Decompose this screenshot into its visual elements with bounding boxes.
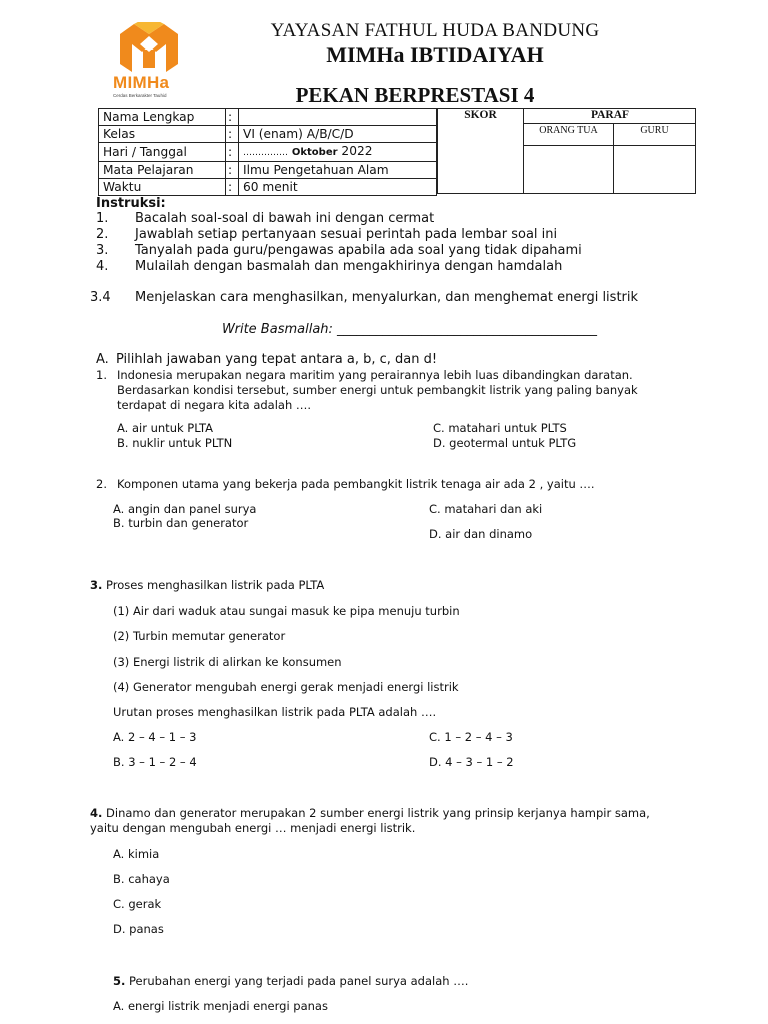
option-a[interactable]: A. angin dan panel surya [113,502,257,516]
question-number: 1. [96,368,107,382]
score-label: SKOR [464,109,497,121]
teacher-signature-label: GURU [640,125,669,136]
option-b[interactable]: B. cahaya [113,872,170,886]
section-instruction: Pilihlah jawaban yang tepat antara a, b, c, dan d! [116,352,438,367]
option-d[interactable]: D. 4 – 3 – 1 – 2 [429,755,514,769]
option-d[interactable]: D. air dan dinamo [429,527,533,541]
signature-divider [524,123,696,124]
info-colon: : [226,143,239,162]
question-row [90,578,324,593]
info-colon: : [226,162,239,179]
info-label: Nama Lengkap [99,109,226,126]
option-c[interactable]: C. matahari untuk PLTS [433,421,567,435]
question-number: 4. [90,806,103,820]
basmalah-row [222,322,597,338]
instruction-number: 4. [96,259,109,274]
basmalah-answer-line[interactable]: ________________________________________ [337,322,598,337]
exam-title: PEKAN BERPRESTASI 4 [295,83,535,107]
info-row-time [99,179,437,196]
question-text: Proses menghasilkan listrik pada PLTA [102,578,325,592]
option-a[interactable]: A. kimia [113,847,160,861]
question-number: 3. [90,578,103,592]
info-value-time: 60 menit [239,179,437,196]
foundation-title: YAYASAN FATHUL HUDA BANDUNG [270,20,600,41]
option-b[interactable]: B. 3 – 1 – 2 – 4 [113,755,197,769]
info-colon: : [226,126,239,143]
info-value-class: VI (enam) A/B/C/D [239,126,437,143]
option-a[interactable]: A. energi listrik menjadi energi panas [113,999,328,1013]
date-blank: …………… [243,148,288,158]
signature-label: PARAF [590,109,630,121]
info-colon: : [226,179,239,196]
instruction-text: Bacalah soal-soal di bawah ini dengan cermat [135,211,435,226]
question-line: yaitu dengan mengubah energi … menjadi energi listrik. [90,821,416,835]
section-letter: A. [96,352,109,367]
instruction-text: Jawablah setiap pertanyaan sesuai perintah pada lembar soal ini [135,227,558,242]
option-a[interactable]: A. 2 – 4 – 1 – 3 [113,730,197,744]
option-c[interactable]: C. matahari dan aki [429,502,543,516]
option-c[interactable]: C. 1 – 2 – 4 – 3 [429,730,513,744]
basmalah-label: Write Basmallah: [222,322,338,337]
info-row-subject [99,162,437,179]
instruction-text: Mulailah dengan basmalah dan mengakhirinya dengan hamdalah [135,259,563,274]
info-value-subject: Ilmu Pengetahuan Alam [239,162,437,179]
info-row-date [99,143,437,162]
question-number: 2. [96,477,107,491]
logo-tagline: Cerdas Berkarakter Tauhid [113,93,167,98]
question-number: 5. [113,974,126,988]
process-step: (3) Energi listrik di alirkan ke konsumen [113,655,342,669]
instructions-title: Instruksi: [96,196,166,211]
question-row [113,974,468,989]
option-a[interactable]: A. air untuk PLTA [117,421,214,435]
date-month: Oktober [291,147,338,158]
option-d[interactable]: D. geotermal untuk PLTG [433,436,577,450]
question-text: Komponen utama yang bekerja pada pembangkit listrik tenaga air ada 2 , yaitu …. [117,477,595,491]
competency-text: Menjelaskan cara menghasilkan, menyalurkan, dan menghemat energi listrik [135,290,639,305]
option-c[interactable]: C. gerak [113,897,162,911]
question-text: Perubahan energi yang terjadi pada panel surya adalah …. [125,974,469,988]
question-row [90,806,650,821]
competency-number: 3.4 [90,290,111,305]
process-step: (1) Air dari waduk atau sungai masuk ke pipa menuju turbin [113,604,460,618]
info-label: Kelas [99,126,226,143]
info-label: Waktu [99,179,226,196]
info-row-class [99,126,437,143]
parent-signature-label: ORANG TUA [539,125,598,136]
info-colon: : [226,109,239,126]
process-step: (4) Generator mengubah energi gerak menjadi energi listrik [113,680,459,694]
instruction-number: 1. [96,211,109,226]
question-line: Berdasarkan kondisi tersebut, sumber energi untuk pembangkit listrik yang paling banyak [117,383,638,397]
info-value-name[interactable] [239,109,437,126]
question-prompt: Urutan proses menghasilkan listrik pada PLTA adalah …. [113,705,437,719]
question-line: terdapat di negara kita adalah …. [117,398,312,412]
info-row-name [99,109,437,126]
instruction-number: 2. [96,227,109,242]
student-info-table [98,108,437,196]
process-step: (2) Turbin memutar generator [113,629,286,643]
instruction-text: Tanyalah pada guru/pengawas apabila ada soal yang tidak dipahami [135,243,582,258]
question-text [117,368,677,413]
option-d[interactable]: D. panas [113,922,164,936]
logo-wordmark: MIMHa [113,73,170,92]
date-year: 2022 [337,144,373,158]
info-label: Hari / Tanggal [99,143,226,162]
option-b[interactable]: B. turbin dan generator [113,516,249,530]
option-b[interactable]: B. nuklir untuk PLTN [117,436,233,450]
question-text: Dinamo dan generator merupakan 2 sumber energi listrik yang prinsip kerjanya hampir sama, [102,806,650,820]
info-label: Mata Pelajaran [99,162,226,179]
instruction-number: 3. [96,243,109,258]
school-title: MIMHa IBTIDAIYAH [326,42,544,67]
info-value-date[interactable] [239,143,437,162]
signature-header-divider [524,145,696,146]
question-line: Indonesia merupakan negara maritim yang perairannya lebih luas dibandingkan daratan. [117,368,633,382]
